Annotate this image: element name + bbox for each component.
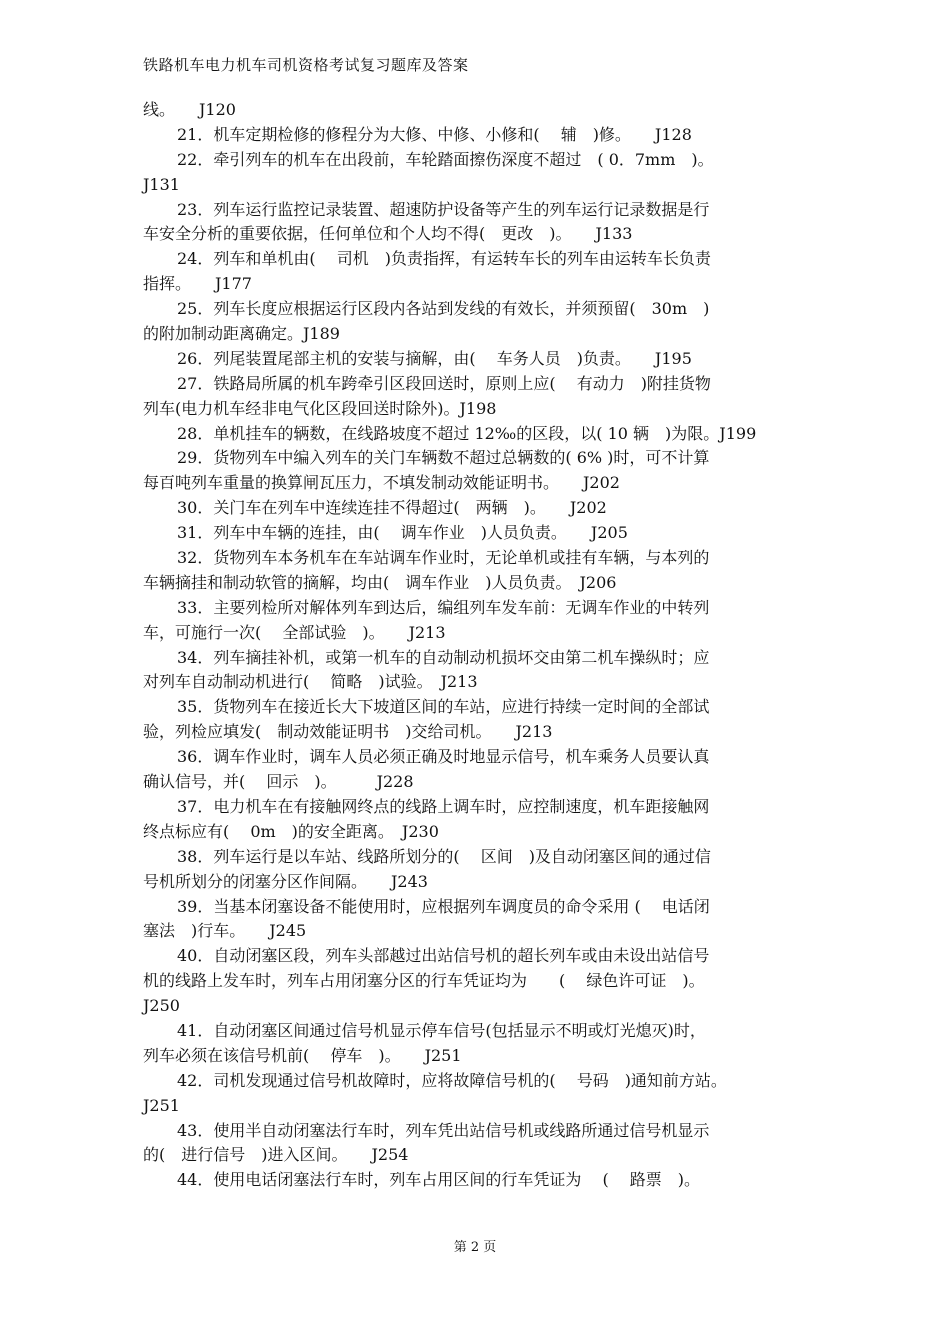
question-41: 41．自动闭塞区间通过信号机显示停车信号(包括显示不明或灯光熄灭)时， <box>177 1020 706 1040</box>
text-line: 线。 J120 <box>143 100 236 119</box>
text-line: 对列车自动制动机进行( 简略 )试验。 J213 <box>143 672 478 692</box>
question-42: 42．司机发现通过信号机故障时，应将故障信号机的( 号码 )通知前方站。 <box>177 1070 727 1090</box>
question-33: 33．主要列检所对解体列车到达后，编组列车发车前：无调车作业的中转列 <box>177 597 710 617</box>
text-line: 确认信号，并( 回示 )。 J228 <box>143 772 414 792</box>
question-30: 30．关门车在列车中连续连挂不得超过( 两辆 )。 J202 <box>177 498 607 518</box>
text-line: J250 <box>143 996 180 1016</box>
question-36: 36．调车作业时，调车人员必须正确及时地显示信号，机车乘务人员要认真 <box>177 747 710 767</box>
text-line: 号机所划分的闭塞分区作间隔。 J243 <box>143 871 428 891</box>
text-line: 的( 进行信号 )进入区间。 J254 <box>143 1145 409 1165</box>
text-line: 每百吨列车重量的换算闸瓦压力，不填发制动效能证明书。 J202 <box>143 473 620 493</box>
question-34: 34．列车摘挂补机，或第一机车的自动制动机损坏交由第二机车操纵时；应 <box>177 647 710 667</box>
question-26: 26．列尾装置尾部主机的安装与摘解，由( 车务人员 )负责。 J195 <box>177 348 692 368</box>
question-22: 22．牵引列车的机车在出段前，车轮踏面擦伤深度不超过 ( 0．7mm )。 <box>177 149 714 169</box>
question-44: 44．使用电话闭塞法行车时，列车占用区间的行车凭证为 ( 路票 )。 <box>177 1170 701 1190</box>
question-29: 29．货物列车中编入列车的关门车辆数不超过总辆数的( 6% )时，可不计算 <box>177 448 710 468</box>
question-37: 37．电力机车在有接触网终点的线路上调车时，应控制速度，机车距接触网 <box>177 796 710 816</box>
text-line: 指挥。 J177 <box>143 274 252 294</box>
text-line: J251 <box>143 1095 180 1115</box>
question-28: 28．单机挂车的辆数，在线路坡度不超过 12‰的区段，以( 10 辆 )为限。J199 <box>177 423 757 443</box>
question-43: 43．使用半自动闭塞法行车时，列车凭出站信号机或线路所通过信号机显示 <box>177 1120 710 1140</box>
question-39: 39．当基本闭塞设备不能使用时，应根据列车调度员的命令采用 ( 电话闭 <box>177 896 710 916</box>
text-line: 列车必须在该信号机前( 停车 )。 J251 <box>143 1045 462 1065</box>
question-35: 35．货物列车在接近长大下坡道区间的车站，应进行持续一定时间的全部试 <box>177 697 710 717</box>
text-line: 车，可施行一次( 全部试验 )。 J213 <box>143 622 446 642</box>
question-27: 27．铁路局所属的机车跨牵引区段回送时，原则上应( 有动力 )附挂货物 <box>177 373 711 393</box>
question-25: 25．列车长度应根据运行区段内各站到发线的有效长，并须预留( 30m ) <box>177 299 710 319</box>
text-line: 终点标应有( 0m )的安全距离。 J230 <box>143 821 439 841</box>
question-40: 40．自动闭塞区段，列车头部越过出站信号机的超长列车或由未设出站信号 <box>177 946 710 966</box>
document-body <box>143 98 815 1193</box>
text-line: 机的线路上发车时，列车占用闭塞分区的行车凭证均为 ( 绿色许可证 )。 <box>143 971 705 991</box>
page-header: 铁路机车电力机车司机资格考试复习题库及答案 <box>143 56 469 74</box>
text-line: J131 <box>143 174 180 194</box>
question-38: 38．列车运行是以车站、线路所划分的( 区间 )及自动闭塞区间的通过信 <box>177 846 711 866</box>
text-line: 列车(电力机车经非电气化区段回送时除外)。J198 <box>143 398 497 418</box>
question-23: 23．列车运行监控记录装置、超速防护设备等产生的列车运行记录数据是行 <box>177 199 710 219</box>
text-line: 塞法 )行车。 J245 <box>143 921 307 941</box>
page-number: 第 2 页 <box>453 1240 497 1255</box>
question-24: 24．列车和单机由( 司机 )负责指挥，有运转车长的列车由运转车长负责 <box>177 249 711 269</box>
text-line: 验，列检应填发( 制动效能证明书 )交给司机。 J213 <box>143 722 553 742</box>
question-31: 31．列车中车辆的连挂，由( 调车作业 )人员负责。 J205 <box>177 523 628 543</box>
question-21: 21．机车定期检修的修程分为大修、中修、小修和( 辅 )修。 J128 <box>177 124 692 144</box>
question-32: 32．货物列车本务机车在车站调车作业时，无论单机或挂有车辆，与本列的 <box>177 548 710 568</box>
text-line: 的附加制动距离确定。J189 <box>143 324 340 344</box>
text-line: 车安全分析的重要依据，任何单位和个人均不得( 更改 )。 J133 <box>143 224 633 244</box>
text-line: 车辆摘挂和制动软管的摘解，均由( 调车作业 )人员负责。 J206 <box>143 572 617 592</box>
